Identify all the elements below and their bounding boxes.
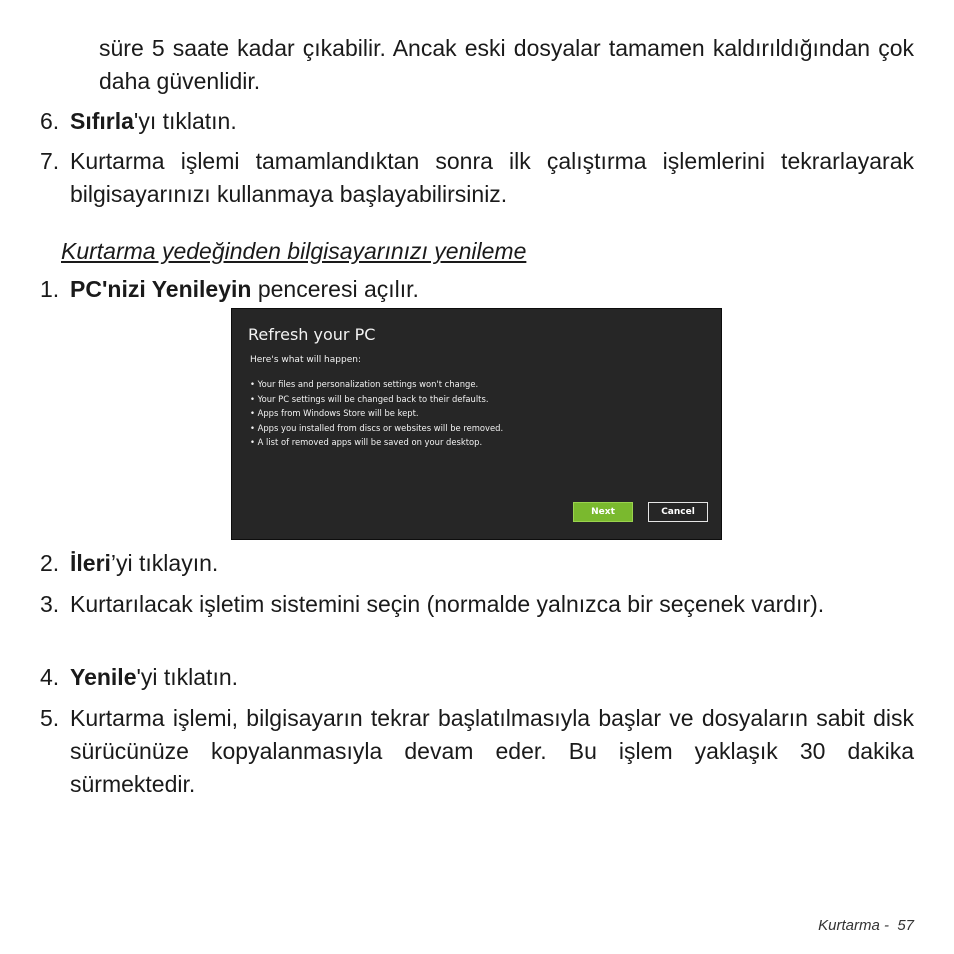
section-heading: Kurtarma yedeğinden bilgisayarınızı yenileme	[61, 238, 527, 264]
footer-section: Kurtarma -	[818, 917, 889, 934]
step-bold-term: İleri	[70, 550, 111, 576]
step-bold-term: Sıfırla	[70, 108, 134, 134]
step-number: 4.	[40, 664, 60, 690]
list-item: • A list of removed apps will be saved on your desktop.	[250, 437, 483, 447]
step-number: 3.	[40, 591, 60, 617]
step-text: ’yi tıklayın.	[110, 550, 219, 576]
step-text: 'yı tıklatın.	[133, 108, 237, 134]
list-item: • Apps from Windows Store will be kept.	[250, 408, 419, 418]
step-number: 7.	[40, 148, 60, 174]
step-number: 5.	[40, 705, 60, 731]
step-number: 1.	[40, 276, 60, 302]
step-5: Kurtarma işlemi, bilgisayarın tekrar başlatılmasıyla başlar ve dosyaların sabit disk sürücünüze kopyalanmasıyla devam eder. Bu işlem yaklaşık 30 dakika sürmektedir.	[70, 705, 914, 797]
dialog-subtitle: Here's what will happen:	[250, 355, 361, 365]
step-number: 6.	[40, 108, 60, 134]
page-number: 57	[897, 917, 914, 934]
step-4	[70, 661, 914, 694]
step-text: penceresi açılır.	[251, 276, 419, 302]
step-text: 'yi tıklatın.	[136, 664, 239, 690]
cancel-button[interactable]: Cancel	[648, 502, 708, 522]
list-item: • Apps you installed from discs or websites will be removed.	[250, 422, 504, 433]
refresh-pc-dialog	[231, 308, 722, 540]
step-number: 2.	[40, 550, 60, 576]
list-item: • Your files and personalization settings won't change.	[250, 379, 479, 389]
step-7: Kurtarma işlemi tamamlandıktan sonra ilk çalıştırma işlemlerini tekrarlayarak bilgisayarınızı kullanmaya başlayabilirsiniz.	[70, 148, 914, 207]
step-bold-term: Yenile	[70, 664, 137, 690]
list-item: • Your PC settings will be changed back to their defaults.	[250, 393, 489, 404]
step-bold-term: PC'nizi Yenileyin	[70, 276, 252, 302]
dialog-item-list	[250, 377, 503, 450]
step-6	[70, 105, 914, 138]
page-footer	[818, 917, 914, 934]
dialog-title: Refresh your PC	[248, 325, 376, 344]
continuation-paragraph: süre 5 saate kadar çıkabilir. Ancak eski dosyalar tamamen kaldırıldığından çok daha güvenlidir.	[99, 35, 914, 94]
step-1	[70, 273, 914, 306]
step-3: Kurtarılacak işletim sistemini seçin (normalde yalnızca bir seçenek vardır).	[70, 591, 825, 617]
next-button[interactable]: Next	[573, 502, 633, 522]
step-2	[70, 547, 914, 580]
